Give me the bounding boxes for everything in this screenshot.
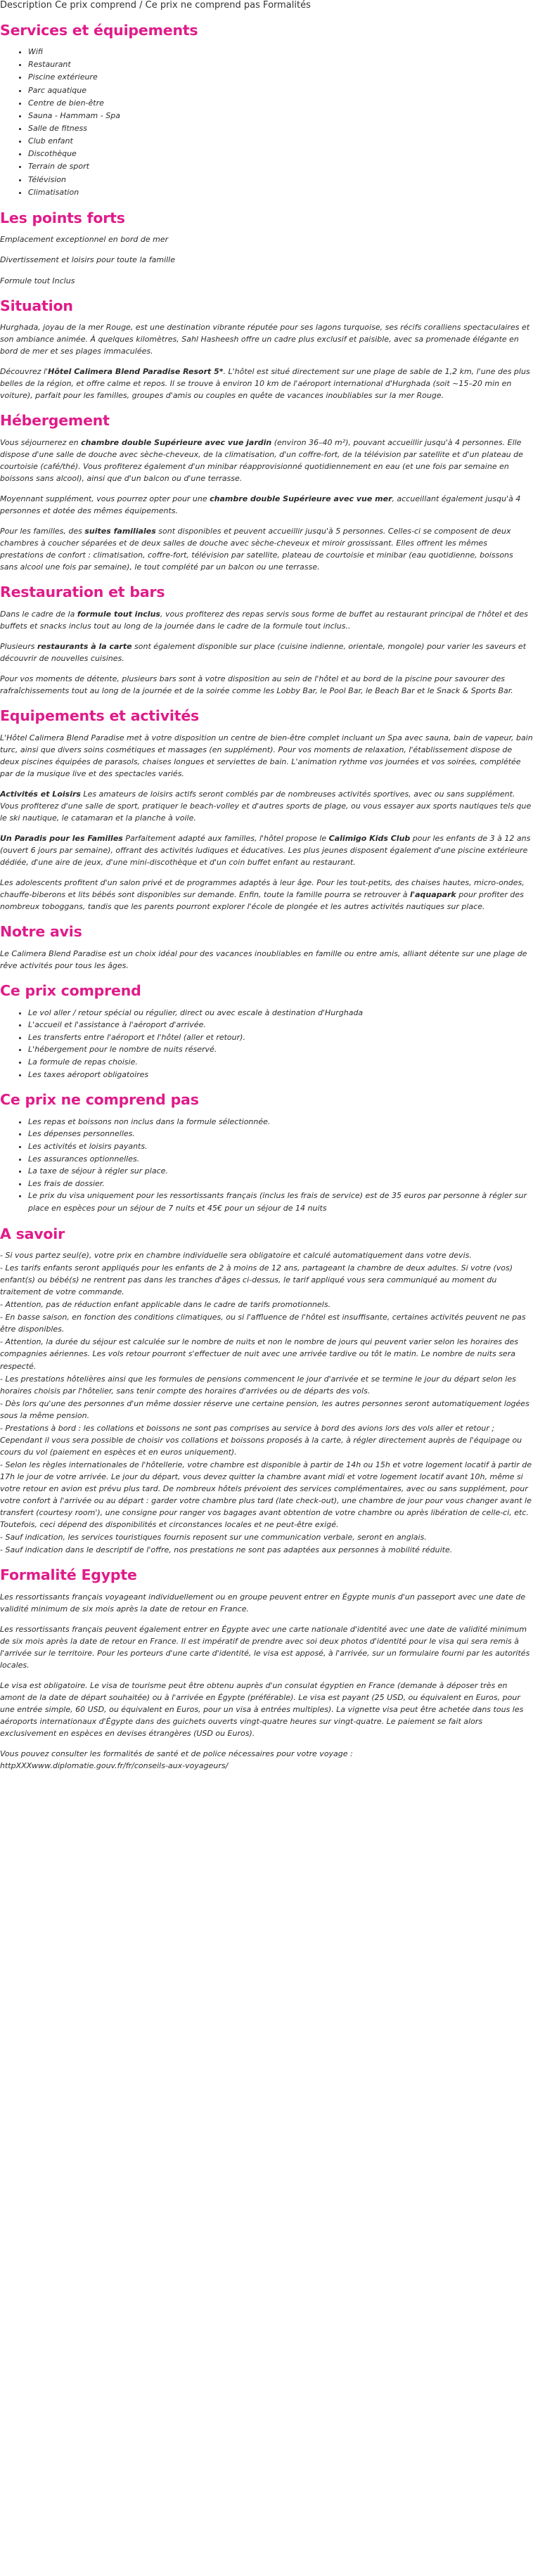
note-line: - Les prestations hôtelières ainsi que les formules de pensions commencent le jour d'arrivée et se termine le jour du départ selon les horaires choisis par l'hôtelier, sans tenir compte des horaires d'arrivées ou de départs des vols. bbox=[0, 1374, 516, 1396]
services-title: Services et équipements bbox=[0, 21, 198, 39]
bold-span: Un Paradis pour les Familles bbox=[0, 834, 123, 844]
text-span: , vous profiterez des repas servis sous forme de buffet au restaurant principal de l'hôtel et des buffets et snacks inclus tout au long de la journée dans le cadre de la formule tout inclus.. bbox=[0, 609, 528, 631]
text-span: pour les enfants de 3 à 12 ans (ouvert 6 jours par semaine), offrant des activités ludiques et éducatives. Les plus jeunes disposent également d'une piscine extérieure dédiée, d'une aire de jeux, d'une mini-discothèque et d'un coin buffet enfant au restaurant. bbox=[0, 834, 531, 868]
list-item: • Les taxes aéroport obligatoires bbox=[28, 1069, 533, 1081]
good-to-know-title: A savoir bbox=[0, 1225, 65, 1242]
review-paragraph: Le Calimera Blend Paradise est un choix idéal pour des vacances inoubliables en famille ou entre amis, alliant détente sur une plage de rêve activités pour tous les âges. bbox=[0, 949, 527, 971]
includes-list bbox=[0, 1007, 533, 1081]
room-type: chambre double Supérieure avec vue jardin bbox=[81, 437, 272, 447]
note-line: - Les tarifs enfants seront appliqués pour les enfants de 2 à moins de 12 ans, partageant la chambre de deux adultes. Si votre (vos) enfant(s) ou bébé(s) ne rentrent pas dans les tranches d'âges ci-dessus, le tarif appliqué vous sera communiqué au moment du traitement de votre commande. bbox=[0, 1263, 513, 1297]
note-line: - Prestations à bord : les collations et boissons ne sont pas comprises au service à bord des avions lors des vols aller et retour ; Cependant il vous sera possible de choisir vos collations et boissons proposés à la carte, à régler directement auprès de l'équipage ou cours du vol (paiement en espèces et en euros uniquement). bbox=[0, 1423, 522, 1457]
highlight-item: Divertissement et loisirs pour toute la famille bbox=[0, 255, 175, 265]
text-span: . L'hôtel est situé directement sur une plage de sable de 1,2 km, l'une des plus belles de la région, et offre calme et repos. Il se trouve à environ 10 km de l'aéroport international d'Hurghada (soit ~15–20 min en voiture), parfait pour les familles, groupes d'amis ou couples en quête de vacances inoubliables sur la mer Rouge. bbox=[0, 367, 530, 401]
list-item: • Les assurances optionnelles. bbox=[28, 1153, 533, 1166]
text-span: pour profiter des nombreux toboggans, tandis que les parents pourront explorer l'école de plongée et les autres activités nautiques sur place. bbox=[0, 890, 524, 912]
note-line: - En basse saison, en fonction des conditions climatiques, ou si l'affluence de l'hôtel est insuffisante, certaines activités peuvent ne pas être disponibles. bbox=[0, 1313, 526, 1334]
hotel-name: Hôtel Calimera Blend Paradise Resort 5* bbox=[48, 367, 224, 377]
room-type: chambre double Supérieure avec vue mer bbox=[210, 494, 392, 504]
excludes-title: Ce prix ne comprend pas bbox=[0, 1091, 199, 1109]
room-type: suites familiales bbox=[84, 527, 156, 536]
dining-paragraph bbox=[0, 640, 533, 664]
accommodation-paragraph bbox=[0, 493, 533, 517]
note-line: - Sauf indication, les services touristiques fournis reposent sur une communication verbale, seront en anglais. bbox=[0, 1533, 427, 1543]
dining-title: Restauration et bars bbox=[0, 584, 165, 601]
dining-paragraph bbox=[0, 608, 533, 632]
formalities-paragraph: Les ressortissants français peuvent également entrer en Égypte avec une carte nationale d'identité avec une date de validité minimum de six mois après la date de retour en France. Il est impératif de prendre avec soi deux photos d'identité pour le visa qui sera remis à l'arrivée sur le territoire. Pour les porteurs d'une carte d'identité, le visa est apposé, à l'arrivée, sur un formulaire fourni par les autorités locales. bbox=[0, 1624, 530, 1670]
highlights-title: Les points forts bbox=[0, 209, 125, 226]
list-item: • Discothèque bbox=[28, 148, 533, 160]
dining-paragraph: Pour vos moments de détente, plusieurs bars sont à votre disposition au sein de l'hôtel et au bord de la piscine pour savourer des rafraîchissements tout au long de la journée et de la soirée comme les Lobby Bar, le Pool Bar, le Beach Bar et le Snack & Sports Bar. bbox=[0, 674, 513, 696]
list-item: • Climatisation bbox=[28, 186, 533, 199]
text-span: sont disponibles et peuvent accueillir jusqu'à 5 personnes. Celles-ci se composent de deux chambres à coucher séparées et de deux salles de douche avec sèche-cheveux et miroir grossissant. Elles offrent les mêmes prestations de confort : climatisation, coffre-fort, télévision par satellite, plateau de courtoisie et minibar (eau quotidienne, boissons sans alcool une fois par semaine), le tout complété par un balcon ou une terrasse. bbox=[0, 527, 513, 572]
text-span: Moyennant supplément, vous pourrez opter pour une bbox=[0, 494, 210, 504]
services-list bbox=[0, 46, 533, 199]
list-item: • Wifi bbox=[28, 46, 533, 58]
list-item: • Centre de bien-être bbox=[28, 97, 533, 110]
bold-span: l'aquapark bbox=[410, 890, 456, 900]
list-item: • Les transferts entre l'aéroport et l'hôtel (aller et retour). bbox=[28, 1031, 533, 1044]
tabs-line: Description Ce prix comprend / Ce prix ne comprend pas Formalités bbox=[0, 0, 311, 11]
accommodation-title: Hébergement bbox=[0, 412, 110, 430]
note-line: - Dès lors qu'une des personnes d'un même dossier réserve une certaine pension, les autres personnes seront automatiquement logées sous la même pension. bbox=[0, 1398, 529, 1420]
list-item: • Le prix du visa uniquement pour les ressortissants français (inclus les frais de service) est de 35 euros par personne à régler sur place en espèces pour un séjour de 7 nuits et 45€ pour un séjour de 14 nuits bbox=[28, 1190, 533, 1214]
list-item: • Les dépenses personnelles. bbox=[28, 1128, 533, 1140]
text-span: Parfaitement adapté aux familles, l'hôtel propose le bbox=[122, 834, 329, 844]
includes-title: Ce prix comprend bbox=[0, 982, 141, 1000]
text-span: Vous séjournerez en bbox=[0, 437, 82, 447]
situation-paragraph bbox=[0, 366, 533, 401]
facilities-title: Equipements et activités bbox=[0, 707, 200, 725]
list-item: • Les activités et loisirs payants. bbox=[28, 1140, 533, 1153]
review-section bbox=[0, 948, 533, 972]
review-title: Notre avis bbox=[0, 923, 82, 941]
facilities-paragraph: L'Hôtel Calimera Blend Paradise met à votre disposition un centre de bien-être complet incluant un Spa avec sauna, bain de vapeur, bain turc, ainsi que divers soins cosmétiques et massages (en supplément). Pour vos moments de relaxation, l'établissement dispose de deux piscines équipées de parasols, chaises longues et serviettes de bain. L'animation rythme vos journées et vos soirées, complétée par de la musique live et des spectacles variés. bbox=[0, 733, 533, 778]
note-line: - Attention, pas de réduction enfant applicable dans le cadre de tarifs promotionnels. bbox=[0, 1300, 331, 1310]
note-line: - Sauf indication dans le descriptif de l'offre, nos prestations ne sont pas adaptées aux personnes à mobilité réduite. bbox=[0, 1545, 453, 1555]
list-item: • L'hébergement pour le nombre de nuits réservé. bbox=[28, 1043, 533, 1056]
text-span: Dans le cadre de la bbox=[0, 609, 77, 619]
list-item: • Sauna - Hammam - Spa bbox=[28, 110, 533, 122]
facilities-section bbox=[0, 732, 533, 913]
bold-span: Calimigo Kids Club bbox=[328, 834, 411, 844]
bold-span: restaurants à la carte bbox=[37, 642, 132, 652]
highlights-list bbox=[0, 233, 533, 286]
text-span: Découvrez l' bbox=[0, 367, 49, 377]
list-item: • Terrain de sport bbox=[28, 160, 533, 173]
formalities-paragraph: Le visa est obligatoire. Le visa de tourisme peut être obtenu auprès d'un consulat égyptien en France (demande à déposer très en amont de la date de départ souhaitée) ou à l'arrivée en Égypte (préférable). Le visa est payant (25 USD, ou équivalent en Euros, pour une entrée simple, 60 USD, ou équivalent en Euros, pour un visa à entrées multiples). La vignette visa peut être achetée dans tous les aéroports internationaux d'Égypte dans des guichets ouverts vingt-quatre heures sur vingt-quatre. Le paiement se fait alors exclusivement en espèces en devises étrangères (USD ou Euros). bbox=[0, 1681, 524, 1739]
text-span: Les adolescents profitent d'un salon privé et de programmes adaptés à leur âge. Pour les tout-petits, des chaises hautes, micro-ondes, chauffe-biberons et lits bébés sont disponibles sur demande. Enfin, toute la famille pourra se retrouver à bbox=[0, 878, 525, 900]
text-span: Plusieurs bbox=[0, 642, 37, 652]
excludes-list bbox=[0, 1116, 533, 1215]
good-to-know-section bbox=[0, 1249, 533, 1556]
highlight-item: Formule tout Inclus bbox=[0, 276, 75, 285]
highlight-item: Emplacement exceptionnel en bord de mer bbox=[0, 235, 169, 245]
text-span: Vous pouvez consulter les formalités de santé et de police nécessaires pour votre voyage : bbox=[0, 1749, 353, 1759]
diplomatie-link[interactable]: httpXXXwww.diplomatie.gouv.fr/fr/conseils-aux-voyageurs/ bbox=[0, 1761, 229, 1771]
text-span: Pour les familles, des bbox=[0, 527, 85, 536]
note-line: - Attention, la durée du séjour est calculée sur le nombre de nuits et non le nombre de jours qui peuvent varier selon les horaires des compagnies aériennes. Les vols retour pourront s'effectuer de nuit avec une arrivée tardive ou tôt le matin. Le nombre de nuits sera respecté. bbox=[0, 1337, 518, 1371]
list-item: • Télévision bbox=[28, 174, 533, 186]
formalities-title: Formalité Egypte bbox=[0, 1566, 137, 1584]
note-line: - Si vous partez seul(e), votre prix en chambre individuelle sera obligatoire et calculé automatiquement dans votre devis. bbox=[0, 1251, 472, 1261]
text-span: sont également disponible sur place (cuisine indienne, orientale, mongole) pour varier les saveurs et découvrir de nouvelles cuisines. bbox=[0, 642, 527, 664]
list-item: • La formule de repas choisie. bbox=[28, 1056, 533, 1069]
list-item: • Le vol aller / retour spécial ou régulier, direct ou avec escale à destination d'Hurghada bbox=[28, 1007, 533, 1019]
list-item: • Salle de fitness bbox=[28, 122, 533, 135]
text-span: Les amateurs de loisirs actifs seront comblés par de nombreuses activités sportives, avec ou sans supplément. Vous profiterez d'une salle de sport, pratiquer le beach-volley et d'autres sports de plage, ou vous essayer aux sports nautiques tels que le ski nautique, le catamaran et la planche à voile. bbox=[0, 790, 532, 823]
text-span: , accueillant également jusqu'à 4 personnes et dotée des mêmes équipements. bbox=[0, 494, 521, 516]
list-item: • Club enfant bbox=[28, 135, 533, 148]
situation-title: Situation bbox=[0, 297, 73, 314]
situation-paragraph: Hurghada, joyau de la mer Rouge, est une destination vibrante réputée pour ses lagons turquoise, ses récifs coralliens spectaculaires et son ambiance animée. À quelques kilomètres, Sahl Hasheesh offre un cadre plus exclusif et paisible, avec sa promenade élégante en bord de mer et ses plages immaculées. bbox=[0, 323, 530, 356]
text-span: (environ 36–40 m²), pouvant accueillir jusqu'à 4 personnes. Elle dispose d'une salle de douche avec sèche-cheveux, de la climatisation, d'un coffre-fort, de la télévision par satellite et d'un plateau de courtoisie (café/thé). Vous profiterez également d'un minibar réapprovisionné quotidiennement en eau (et une fois par semaine en boissons sans alcool), ainsi que d'un balcon ou d'une terrasse. bbox=[0, 437, 523, 484]
note-line: - Selon les règles internationales de l'hôtellerie, votre chambre est disponible à partir de 14h ou 15h et votre logement locatif à partir de 17h le jour de votre arrivée. Le jour du départ, vous devez quitter la chambre avant midi et votre logement locatif avant 10h, même si votre retour en avion est prévu plus tard. De nombreux hôtels prévoient des services complémentaires, avec ou sans supplément, pour votre confort à l'arrivée ou au départ : garder votre chambre plus tard (late check-out), une chambre de jour pour vous changer avant le transfert (courtesy room'), une consigne pour ranger vos bagages avant obtention de votre chambre ou après libération de celle-ci, etc. Toutefois, ceci dépend des disponibilités et circonstances locales et ne peut-être exigé. bbox=[0, 1460, 532, 1530]
situation-section bbox=[0, 321, 533, 401]
facilities-paragraph bbox=[0, 788, 533, 824]
list-item: • Parc aquatique bbox=[28, 84, 533, 97]
formalities-paragraph bbox=[0, 1748, 533, 1772]
list-item: • Restaurant bbox=[28, 58, 533, 71]
facilities-paragraph bbox=[0, 832, 533, 868]
list-item: • Piscine extérieure bbox=[28, 71, 533, 84]
dining-section bbox=[0, 608, 533, 697]
accommodation-section bbox=[0, 437, 533, 573]
accommodation-paragraph bbox=[0, 437, 533, 484]
facilities-paragraph bbox=[0, 877, 533, 913]
accommodation-paragraph bbox=[0, 525, 533, 573]
list-item: • Les repas et boissons non inclus dans la formule sélectionnée. bbox=[28, 1116, 533, 1128]
list-item: • Les frais de dossier. bbox=[28, 1178, 533, 1190]
bold-span: formule tout inclus bbox=[77, 609, 160, 619]
formalities-paragraph: Les ressortissants français voyageant individuellement ou en groupe peuvent entrer en Égypte munis d'un passeport avec une date de validité minimum de six mois après la date de retour en France. bbox=[0, 1592, 526, 1614]
formalities-section bbox=[0, 1591, 533, 1772]
list-item: • La taxe de séjour à régler sur place. bbox=[28, 1165, 533, 1178]
bold-span: Activités et Loisirs bbox=[0, 790, 81, 799]
list-item: • L'accueil et l'assistance à l'aéroport d'arrivée. bbox=[28, 1019, 533, 1031]
